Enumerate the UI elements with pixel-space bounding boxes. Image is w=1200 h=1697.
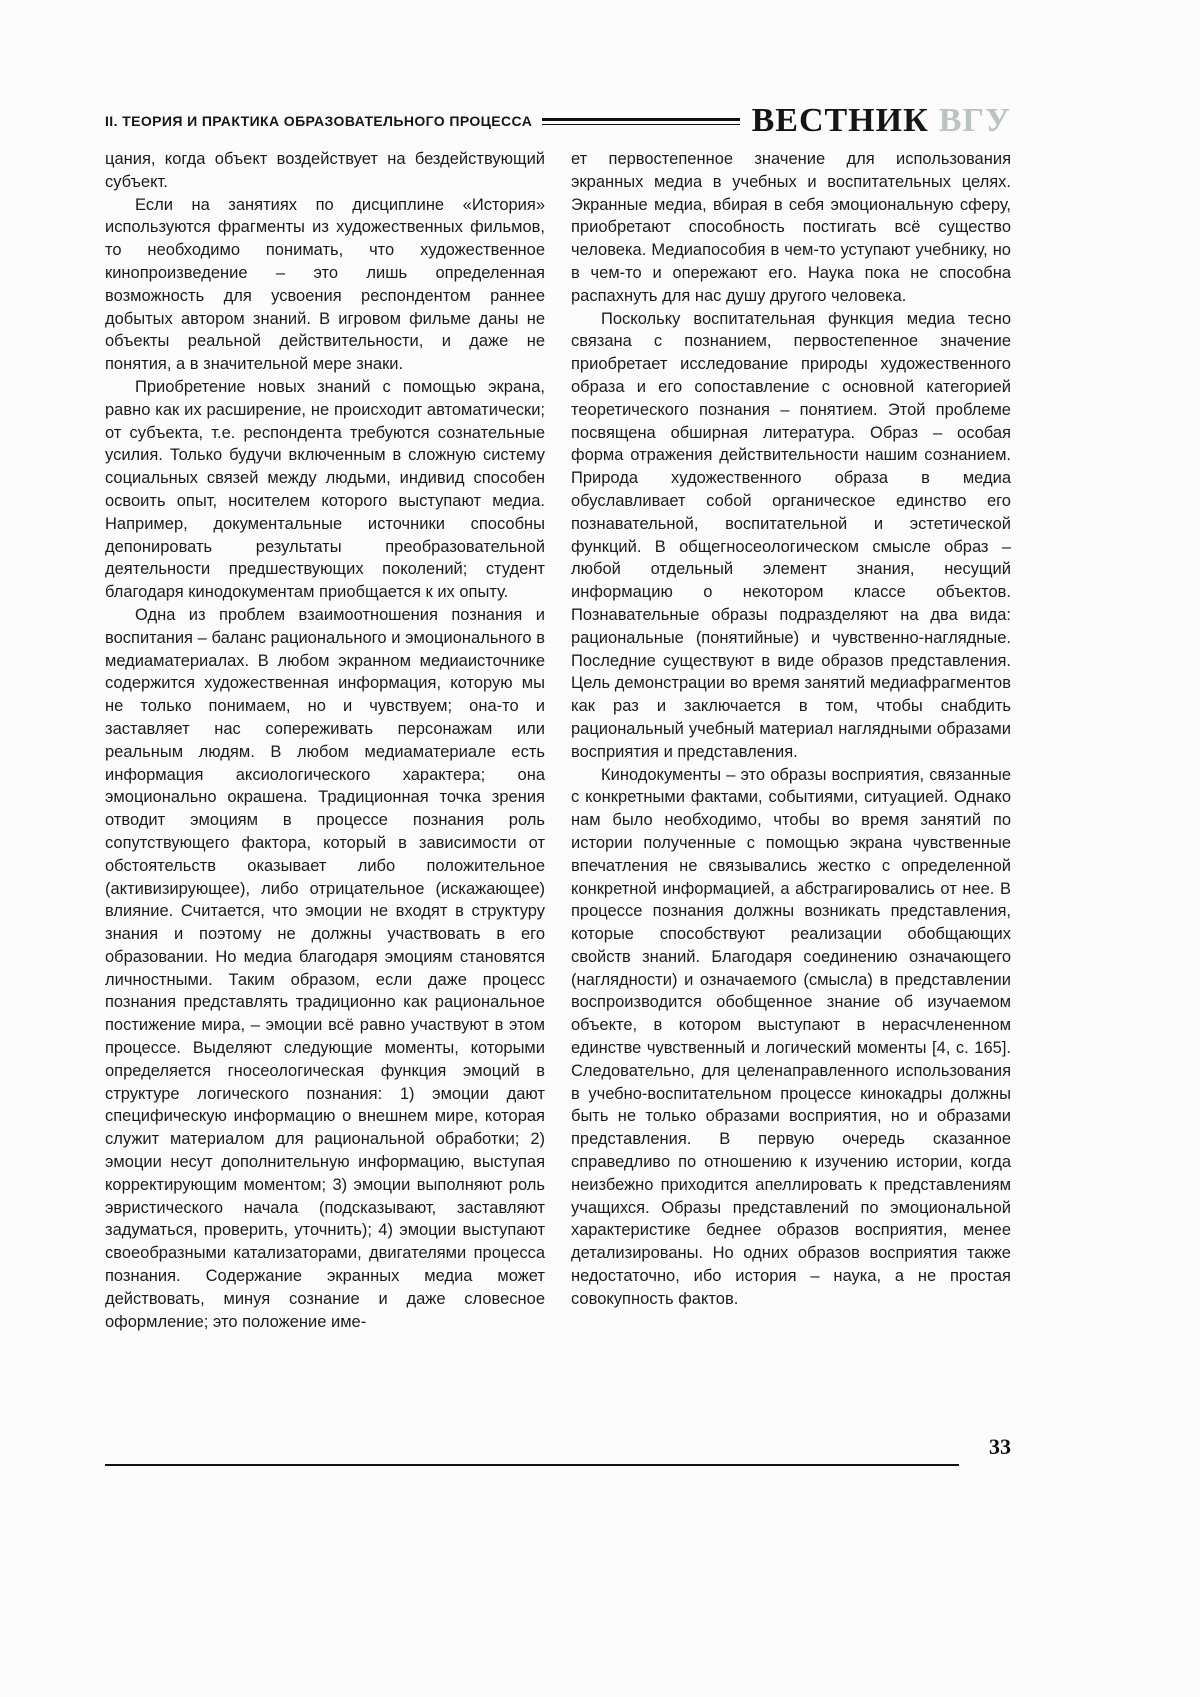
page-footer (105, 1436, 1011, 1468)
paragraph: Поскольку воспитательная функция медиа тесно связана с познанием, первостепенное значение приобретает исследование природы художественного образа и его сопоставление с основной категорией теоретического познания – понятием. Этой проблеме посвящена обширная литература. Образ – особая форма отражения действительности нашим сознанием. Природа художественного образа в медиа обуславливает собой органическое единство его познавательной, воспитательной и эстетической функций. В общегносеологическом смысле образ – любой отдельный элемент знания, несущий информацию о некотором классе объектов. Познавательные образы подразделяют на два вида: рациональные (понятийные) и чувственно-наглядные. Последние существуют в виде образов представления. Цель демонстрации во время занятий медиафрагментов как раз и заключается в том, чтобы снабдить рациональный учебный материал наглядными образами восприятия и представления. (571, 309, 1011, 761)
page-number: 33 (989, 1434, 1011, 1459)
paragraph: Кинодокументы – это образы восприятия, связанные с конкретными фактами, событиями, ситуацией. Однако нам было необходимо, чтобы во время занятий по истории полученные с помощью экрана чувственные впечатления не связывались жестко с определенной конкретной информацией, а абстрагировались от нее. В процессе познания должны возникать представления, которые способствуют реализации обобщающих свойств знаний. Благодаря соединению означающего (наглядности) и означаемого (смысла) в представлении воспроизводится обобщенное знание об изучаемом объекте, в котором выступают в нерасчлененном единстве чувственный и логический моменты [4, с. 165]. Следовательно, для целенаправленного использования в учебно-воспитательном процессе кинокадры должны быть не только образами восприятия, но и образами представления. В первую очередь сказанное справедливо по отношению к изучению истории, когда неизбежно приходится апеллировать к представлениям учащихся. Образы представлений по эмоциональной характеристике беднее образов восприятия, менее детализированы. Но одних образов восприятия также недостаточно, ибо история – наука, а не простая совокупность фактов. (571, 765, 1011, 1308)
footer-rule (105, 1464, 959, 1466)
page-header (105, 104, 1011, 138)
running-head: II. ТЕОРИЯ И ПРАКТИКА ОБРАЗОВАТЕЛЬНОГО ПРОЦЕССА (105, 113, 533, 129)
paragraph: цания, когда объект воздействует на бездействующий субъект. (105, 150, 545, 191)
paragraph: Если на занятиях по дисциплине «История» используются фрагменты из художественных фильмов, то необходимо понимать, что художественное кинопроизведение – это лишь определенная возможность для усвоения респондентом раннее добытых автором знаний. В игровом фильме даны не объекты реальной действительности, и даже не понятия, а в значительной мере знаки. (105, 195, 545, 374)
paragraph: ет первостепенное значение для использования экранных медиа в учебных и воспитательных целях. Экранные медиа, вбирая в себя эмоциональную сферу, приобретают способность постигать всё существо человека. Медиапособия в чем-то уступают учебнику, но в чем-то и опережают его. Наука пока не способна распахнуть для нас душу другого человека. (571, 150, 1011, 305)
article-body (105, 148, 1011, 1333)
header-rule (542, 118, 739, 125)
paragraph: Приобретение новых знаний с помощью экрана, равно как их расширение, не происходит автоматически; от субъекта, т.е. респондента требуются сознательные усилия. Только будучи включенным в сложную систему социальных связей между людьми, индивид способен освоить опыт, носителем которого выступают медиа. Например, документальные источники способны депонировать результаты преобразовательной деятельности предшествующих поколений; студент благодаря кинодокументам приобщается к их опыту. (105, 377, 545, 602)
paragraph: Одна из проблем взаимоотношения познания и воспитания – баланс рационального и эмоционального в медиаматериалах. В любом экранном медиаисточнике содержится художественная информация, которую мы не только понимаем, но и чувствуем; она-то и заставляет нас сопереживать персонажам или реальным людям. В любом медиаматериале есть информация аксиологического характера; она эмоционально окрашена. Традиционная точка зрения отводит эмоциям в процессе познания роль сопутствующего фактора, который в зависимости от обстоятельств оказывает либо положительное (активизирующее), либо отрицательное (искажающее) влияние. Считается, что эмоции не входят в структуру знания и поэтому не должны участвовать в его образовании. Но медиа благодаря эмоциям становятся личностными. Таким образом, если даже процесс познания представлять традиционно как рациональное постижение мира, – эмоции всё равно участвуют в этом процессе. Выделяют следующие моменты, которыми определяется гносеологическая функция эмоций в структуре логического познания: 1) эмоции дают специфическую информацию о внешнем мире, которая служит материалом для рациональной обработки; 2) эмоции несут дополнительную информацию, выступая корректирующим моментом; 3) эмоции выполняют роль эвристического начала (подсказывают, заставляют задуматься, проверить, уточнить); 4) эмоции выступают своеобразными катализаторами, двигателями процесса познания. Содержание экранных медиа может действовать, минуя сознание и даже словесное оформление; это положение име- (105, 605, 545, 1331)
journal-logo (752, 104, 1011, 138)
journal-abbr: ВГУ (938, 102, 1011, 139)
text-column-left (105, 148, 545, 1333)
text-column-right (571, 148, 1011, 1333)
journal-name: ВЕСТНИК (751, 102, 929, 139)
